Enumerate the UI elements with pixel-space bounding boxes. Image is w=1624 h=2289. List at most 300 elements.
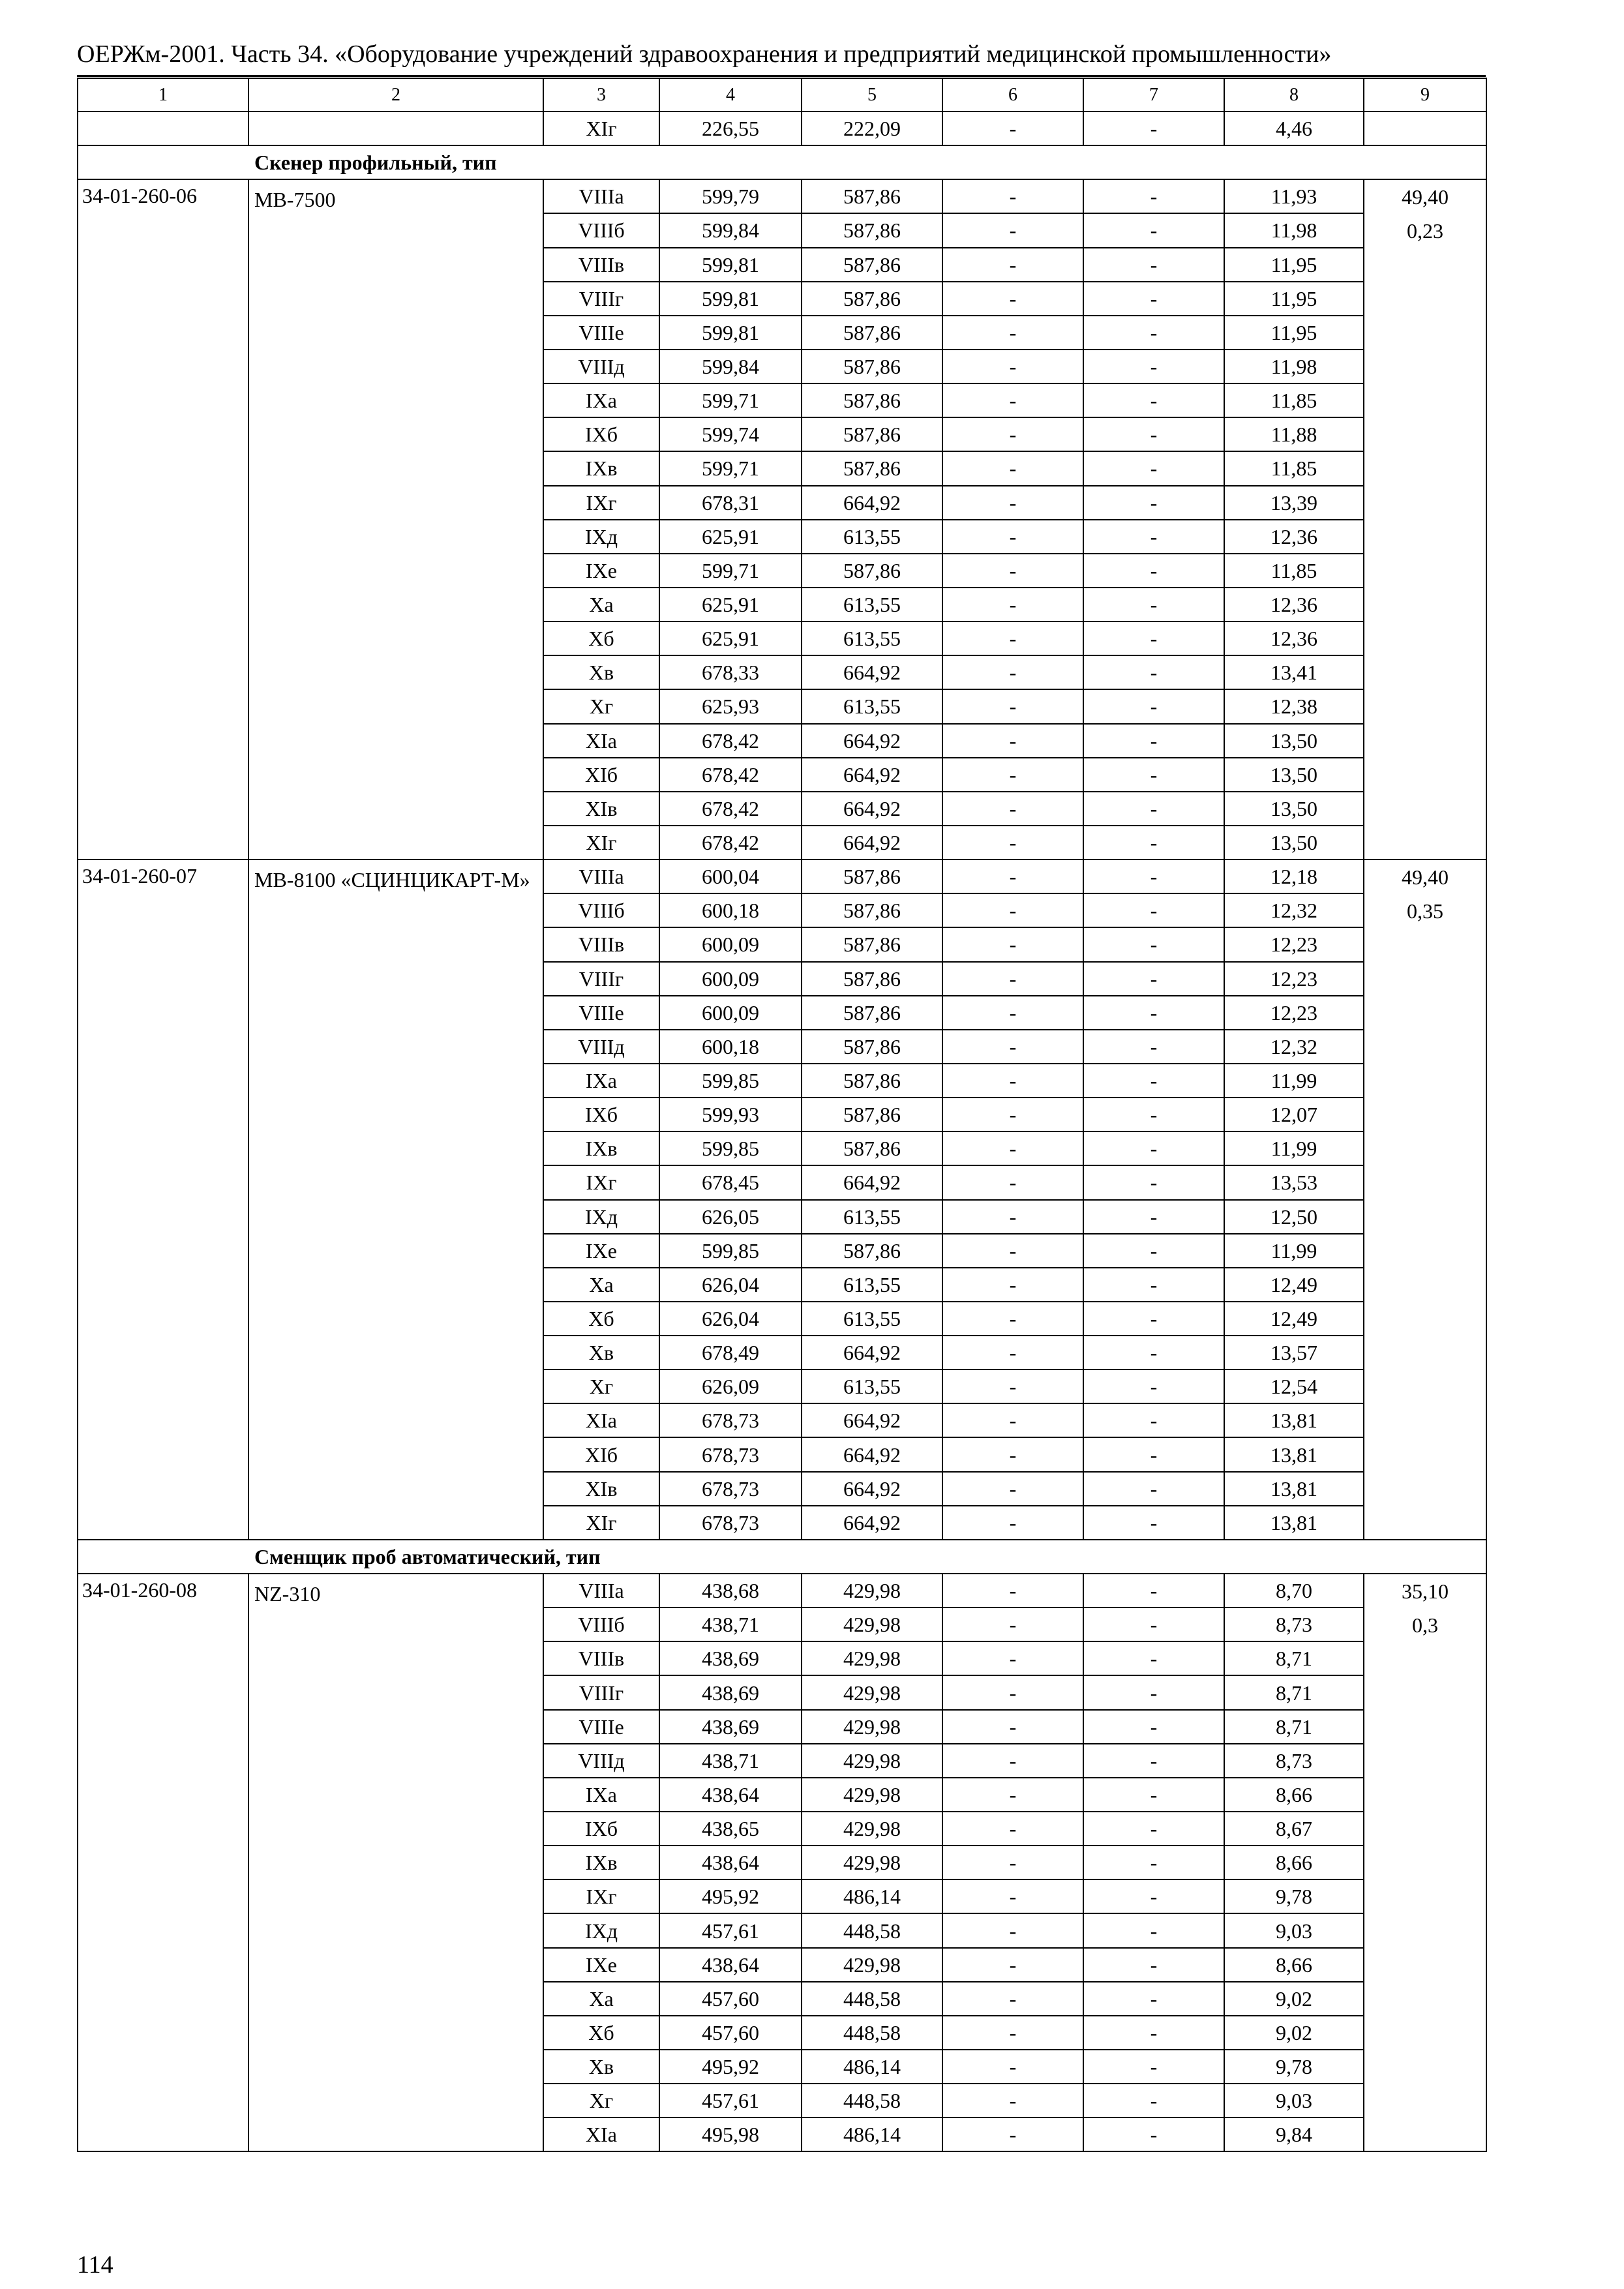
- table-cell: 599,74: [659, 417, 802, 451]
- table-cell: Xа: [543, 588, 659, 621]
- table-cell: Xг: [543, 2084, 659, 2117]
- table-cell: 438,69: [659, 1641, 802, 1675]
- table-cell: -: [1083, 1302, 1224, 1336]
- column-number-row: [78, 78, 1486, 112]
- table-cell: 664,92: [802, 486, 942, 520]
- table-cell: 13,57: [1224, 1336, 1364, 1369]
- table-cell: -: [942, 1710, 1083, 1744]
- table-cell: Xб: [543, 621, 659, 655]
- table-cell: -: [1083, 1846, 1224, 1879]
- table-cell: 599,71: [659, 451, 802, 485]
- table-cell: 12,36: [1224, 520, 1364, 554]
- table-cell: -: [1083, 1812, 1224, 1846]
- table-cell: 599,79: [659, 179, 802, 213]
- table-cell: 13,50: [1224, 792, 1364, 826]
- column9-value: 0,23: [1407, 219, 1443, 243]
- table-cell: 11,98: [1224, 213, 1364, 247]
- table-cell: 12,23: [1224, 996, 1364, 1030]
- table-cell: 11,99: [1224, 1131, 1364, 1165]
- table-cell: XIа: [543, 1403, 659, 1437]
- column-number: 6: [942, 78, 1083, 112]
- table-cell: -: [942, 417, 1083, 451]
- table-cell: IXд: [543, 520, 659, 554]
- table-cell: -: [942, 758, 1083, 792]
- table-cell: -: [942, 213, 1083, 247]
- table-cell: IXв: [543, 451, 659, 485]
- table-cell: -: [942, 282, 1083, 316]
- table-cell: 625,91: [659, 621, 802, 655]
- table-cell: 599,85: [659, 1064, 802, 1098]
- table-cell: 600,04: [659, 860, 802, 893]
- table-cell: 626,09: [659, 1369, 802, 1403]
- table-cell: 664,92: [802, 655, 942, 689]
- table-cell: -: [942, 1879, 1083, 1913]
- table-cell: IXа: [543, 1778, 659, 1812]
- table-cell: -: [1083, 962, 1224, 996]
- table-cell: 678,33: [659, 655, 802, 689]
- table-cell: -: [1083, 792, 1224, 826]
- table-cell: 587,86: [802, 1064, 942, 1098]
- table-cell: -: [942, 1608, 1083, 1641]
- table-cell: Xа: [543, 1268, 659, 1302]
- table-cell: -: [1083, 316, 1224, 350]
- table-cell: 625,91: [659, 520, 802, 554]
- table-cell: 12,32: [1224, 893, 1364, 927]
- table-cell: -: [942, 1641, 1083, 1675]
- table-cell: 625,93: [659, 689, 802, 723]
- table-cell: -: [1083, 1131, 1224, 1165]
- table-cell: 664,92: [802, 1506, 942, 1540]
- table-cell: Xв: [543, 655, 659, 689]
- table-cell: 587,86: [802, 1234, 942, 1268]
- table-cell: -: [942, 486, 1083, 520]
- table-cell: -: [1083, 1165, 1224, 1199]
- table-cell: -: [942, 689, 1083, 723]
- section-header-row: [78, 1540, 1486, 1574]
- table-cell: VIIIе: [543, 1710, 659, 1744]
- table-cell: 8,66: [1224, 1948, 1364, 1982]
- table-cell: VIIIг: [543, 282, 659, 316]
- table-cell: -: [942, 1812, 1083, 1846]
- table-cell: 9,78: [1224, 1879, 1364, 1913]
- table-cell: 11,98: [1224, 350, 1364, 383]
- table-cell: 613,55: [802, 588, 942, 621]
- table-cell: -: [942, 179, 1083, 213]
- table-cell: 448,58: [802, 2016, 942, 2050]
- table-cell: 438,71: [659, 1608, 802, 1641]
- table-cell: -: [1083, 2050, 1224, 2084]
- table-cell: -: [942, 893, 1083, 927]
- table-cell: 486,14: [802, 1879, 942, 1913]
- table-cell: -: [1083, 1641, 1224, 1675]
- table-cell: -: [942, 1948, 1083, 1982]
- table-cell: -: [1083, 1403, 1224, 1437]
- table-cell: -: [942, 1165, 1083, 1199]
- column-number: 1: [78, 78, 248, 112]
- table-cell: -: [1083, 350, 1224, 383]
- table-cell: XIг: [543, 112, 659, 145]
- table-cell: 13,39: [1224, 486, 1364, 520]
- table-cell: 613,55: [802, 689, 942, 723]
- page-number: 114: [77, 2251, 113, 2279]
- table-row: [78, 1574, 1486, 1608]
- table-cell: 11,85: [1224, 554, 1364, 588]
- table-cell: 587,86: [802, 860, 942, 893]
- table-cell: 678,42: [659, 826, 802, 860]
- table-cell: 12,18: [1224, 860, 1364, 893]
- table-cell: -: [1083, 1574, 1224, 1608]
- table-cell: IXд: [543, 1200, 659, 1234]
- table-cell: 678,73: [659, 1472, 802, 1506]
- table-cell: -: [942, 1064, 1083, 1098]
- table-cell: -: [1083, 486, 1224, 520]
- column-number: 8: [1224, 78, 1364, 112]
- table-row: [78, 179, 1486, 213]
- table-cell: -: [1083, 213, 1224, 247]
- header-rule: [77, 75, 1486, 77]
- table-cell: IXб: [543, 417, 659, 451]
- table-cell: Xв: [543, 2050, 659, 2084]
- table-cell: 495,92: [659, 1879, 802, 1913]
- table-cell: 11,95: [1224, 316, 1364, 350]
- table-cell: -: [942, 1472, 1083, 1506]
- table-cell: 12,49: [1224, 1268, 1364, 1302]
- table-cell: -: [942, 1913, 1083, 1947]
- table-cell: 12,36: [1224, 621, 1364, 655]
- table-cell: -: [942, 655, 1083, 689]
- table-cell: -: [1083, 383, 1224, 417]
- table-cell: 587,86: [802, 893, 942, 927]
- table-cell: 12,50: [1224, 1200, 1364, 1234]
- table-cell: 587,86: [802, 213, 942, 247]
- table-cell: 664,92: [802, 1336, 942, 1369]
- table-cell: -: [942, 1778, 1083, 1812]
- table-cell: 599,81: [659, 248, 802, 282]
- table-cell: -: [1083, 724, 1224, 758]
- item-code: 34-01-260-08: [78, 1574, 248, 2151]
- table-cell: -: [942, 1336, 1083, 1369]
- table-cell: 626,04: [659, 1268, 802, 1302]
- table-cell: 587,86: [802, 282, 942, 316]
- column-number: 2: [248, 78, 543, 112]
- table-cell: -: [942, 520, 1083, 554]
- table-cell: VIIIд: [543, 350, 659, 383]
- table-cell: XIб: [543, 1437, 659, 1471]
- column9-values: [1364, 1574, 1486, 2151]
- table-cell: 587,86: [802, 927, 942, 961]
- table-cell: IXб: [543, 1098, 659, 1131]
- table-cell: -: [942, 588, 1083, 621]
- table-cell: XIв: [543, 1472, 659, 1506]
- table-cell: -: [942, 2016, 1083, 2050]
- table-cell: VIIIб: [543, 1608, 659, 1641]
- table-cell: 613,55: [802, 1369, 942, 1403]
- table-cell: -: [1083, 1675, 1224, 1709]
- item-name: NZ-310: [248, 1574, 543, 2151]
- table-cell: 664,92: [802, 792, 942, 826]
- table-cell: 495,98: [659, 2117, 802, 2151]
- table-cell: -: [942, 621, 1083, 655]
- table-cell: -: [942, 2050, 1083, 2084]
- table-cell: 678,42: [659, 758, 802, 792]
- table-cell: 664,92: [802, 724, 942, 758]
- table-cell: 678,49: [659, 1336, 802, 1369]
- table-cell: 486,14: [802, 2117, 942, 2151]
- item-name: МВ-8100 «СЦИНЦИКАРТ-М»: [248, 860, 543, 1540]
- table-cell: 678,45: [659, 1165, 802, 1199]
- table-cell: 438,64: [659, 1778, 802, 1812]
- table-cell: -: [1083, 1336, 1224, 1369]
- table-cell: 457,60: [659, 2016, 802, 2050]
- table-cell: -: [942, 792, 1083, 826]
- table-cell: 587,86: [802, 1131, 942, 1165]
- table-cell: 429,98: [802, 1608, 942, 1641]
- table-cell: XIг: [543, 826, 659, 860]
- table-cell: VIIIб: [543, 893, 659, 927]
- table-cell: -: [942, 1098, 1083, 1131]
- table-cell: 11,95: [1224, 282, 1364, 316]
- table-cell: 438,65: [659, 1812, 802, 1846]
- table-cell: 8,73: [1224, 1744, 1364, 1778]
- table-cell: XIа: [543, 2117, 659, 2151]
- table-cell: -: [1083, 554, 1224, 588]
- table-cell: 457,61: [659, 1913, 802, 1947]
- table-cell: VIIIг: [543, 962, 659, 996]
- table-cell: -: [942, 350, 1083, 383]
- column-number: 9: [1364, 78, 1486, 112]
- table-cell: [1364, 112, 1486, 145]
- table-cell: 12,38: [1224, 689, 1364, 723]
- table-cell: -: [1083, 1437, 1224, 1471]
- table-cell: -: [1083, 1913, 1224, 1947]
- table-cell: 11,93: [1224, 179, 1364, 213]
- table-cell: 13,81: [1224, 1506, 1364, 1540]
- table-cell: 600,09: [659, 962, 802, 996]
- table-cell: 664,92: [802, 1472, 942, 1506]
- table-cell: 600,09: [659, 927, 802, 961]
- table-cell: IXа: [543, 1064, 659, 1098]
- table-cell: -: [942, 554, 1083, 588]
- table-cell: 486,14: [802, 2050, 942, 2084]
- table-cell: -: [1083, 248, 1224, 282]
- table-cell: 678,42: [659, 792, 802, 826]
- table-cell: 457,60: [659, 1982, 802, 2016]
- table-cell: -: [942, 826, 1083, 860]
- table-cell: 600,18: [659, 1030, 802, 1064]
- table-cell: 495,92: [659, 2050, 802, 2084]
- table-cell: 448,58: [802, 1982, 942, 2016]
- table-cell: 11,85: [1224, 383, 1364, 417]
- table-cell: 12,54: [1224, 1369, 1364, 1403]
- table-cell: 13,81: [1224, 1437, 1364, 1471]
- table-cell: 678,73: [659, 1437, 802, 1471]
- table-row: [78, 860, 1486, 893]
- table-cell: -: [942, 1982, 1083, 2016]
- table-cell: VIIIв: [543, 248, 659, 282]
- table-cell: IXе: [543, 1948, 659, 1982]
- norms-table: [77, 78, 1487, 2152]
- table-cell: IXв: [543, 1131, 659, 1165]
- table-cell: -: [1083, 2117, 1224, 2151]
- item-code: 34-01-260-06: [78, 179, 248, 860]
- table-cell: 429,98: [802, 1675, 942, 1709]
- column9-value: 0,35: [1407, 899, 1443, 923]
- table-cell: 9,03: [1224, 2084, 1364, 2117]
- table-cell: 678,73: [659, 1403, 802, 1437]
- table-cell: IXг: [543, 1165, 659, 1199]
- page-header-title: ОЕРЖм-2001. Часть 34. «Оборудование учреждений здравоохранения и предприятий медицинской промышленности»: [77, 40, 1332, 68]
- table-cell: XIг: [543, 1506, 659, 1540]
- table-cell: 12,32: [1224, 1030, 1364, 1064]
- table-cell: -: [942, 1744, 1083, 1778]
- table-cell: Xг: [543, 689, 659, 723]
- table-cell: 8,71: [1224, 1675, 1364, 1709]
- table-cell: 613,55: [802, 1200, 942, 1234]
- table-cell: -: [1083, 758, 1224, 792]
- table-cell: -: [942, 1506, 1083, 1540]
- table-cell: 11,99: [1224, 1064, 1364, 1098]
- table-cell: -: [1083, 451, 1224, 485]
- table-cell: 13,50: [1224, 724, 1364, 758]
- table-cell: -: [1083, 1710, 1224, 1744]
- table-cell: -: [1083, 1098, 1224, 1131]
- table-cell: 613,55: [802, 520, 942, 554]
- table-cell: 613,55: [802, 1268, 942, 1302]
- table-cell: 587,86: [802, 179, 942, 213]
- table-cell: -: [942, 1369, 1083, 1403]
- table-cell: -: [942, 1268, 1083, 1302]
- table-cell: -: [942, 1200, 1083, 1234]
- table-cell: -: [1083, 1200, 1224, 1234]
- table-cell: 9,02: [1224, 1982, 1364, 2016]
- table-cell: -: [942, 1302, 1083, 1336]
- table-cell: VIIIе: [543, 316, 659, 350]
- table-cell: 587,86: [802, 383, 942, 417]
- table-cell: -: [942, 316, 1083, 350]
- table-cell: -: [1083, 112, 1224, 145]
- table-cell: 12,23: [1224, 962, 1364, 996]
- table-cell: -: [1083, 2016, 1224, 2050]
- table-cell: 457,61: [659, 2084, 802, 2117]
- table-cell: Xб: [543, 2016, 659, 2050]
- table-cell: 8,73: [1224, 1608, 1364, 1641]
- table-cell: 599,93: [659, 1098, 802, 1131]
- table-body: [78, 78, 1486, 2151]
- table-cell: 678,31: [659, 486, 802, 520]
- table-cell: 8,66: [1224, 1846, 1364, 1879]
- column9-values: [1364, 860, 1486, 1540]
- table-cell: 587,86: [802, 248, 942, 282]
- table-cell: Xб: [543, 1302, 659, 1336]
- table-cell: 599,81: [659, 316, 802, 350]
- table-cell: -: [1083, 1234, 1224, 1268]
- column-number: 3: [543, 78, 659, 112]
- table-cell: -: [942, 112, 1083, 145]
- table-cell: 9,03: [1224, 1913, 1364, 1947]
- table-cell: -: [1083, 1030, 1224, 1064]
- column9-value: 0,3: [1412, 1613, 1438, 1638]
- table-cell: 626,05: [659, 1200, 802, 1234]
- table-cell: VIIIб: [543, 213, 659, 247]
- table-cell: -: [1083, 1744, 1224, 1778]
- table-cell: 587,86: [802, 1098, 942, 1131]
- table-cell: -: [942, 1403, 1083, 1437]
- table-cell: 599,81: [659, 282, 802, 316]
- table-cell: -: [1083, 520, 1224, 554]
- table-cell: IXв: [543, 1846, 659, 1879]
- table-cell: 12,36: [1224, 588, 1364, 621]
- table-cell: 4,46: [1224, 112, 1364, 145]
- table-cell: -: [1083, 996, 1224, 1030]
- item-code: 34-01-260-07: [78, 860, 248, 1540]
- table-cell: 599,71: [659, 383, 802, 417]
- table-cell: Xв: [543, 1336, 659, 1369]
- table-cell: VIIIа: [543, 179, 659, 213]
- table-cell: 587,86: [802, 316, 942, 350]
- table-cell: Xг: [543, 1369, 659, 1403]
- table-cell: -: [1083, 588, 1224, 621]
- table-cell: 222,09: [802, 112, 942, 145]
- table-cell: 613,55: [802, 621, 942, 655]
- table-cell: 599,71: [659, 554, 802, 588]
- table-cell: 599,84: [659, 350, 802, 383]
- table-cell: -: [1083, 1948, 1224, 1982]
- table-cell: -: [942, 2117, 1083, 2151]
- table-cell: -: [1083, 655, 1224, 689]
- table-cell: 13,50: [1224, 758, 1364, 792]
- table-cell: 429,98: [802, 1846, 942, 1879]
- table-cell: -: [1083, 179, 1224, 213]
- table-cell: -: [1083, 927, 1224, 961]
- table-cell: VIIIг: [543, 1675, 659, 1709]
- table-cell: VIIIв: [543, 1641, 659, 1675]
- table-cell: VIIIе: [543, 996, 659, 1030]
- table-cell: -: [942, 1131, 1083, 1165]
- table-cell: -: [942, 2084, 1083, 2117]
- table-cell: -: [1083, 689, 1224, 723]
- table-cell: 429,98: [802, 1641, 942, 1675]
- table-cell: -: [942, 248, 1083, 282]
- section-header-row: [78, 145, 1486, 179]
- table-cell: 599,84: [659, 213, 802, 247]
- table-cell: 664,92: [802, 1437, 942, 1471]
- table-cell: 664,92: [802, 1165, 942, 1199]
- table-cell: -: [1083, 1268, 1224, 1302]
- table-cell: 599,85: [659, 1234, 802, 1268]
- table-cell: 438,64: [659, 1948, 802, 1982]
- table-cell: 678,42: [659, 724, 802, 758]
- table-cell: IXе: [543, 1234, 659, 1268]
- table-cell: 429,98: [802, 1948, 942, 1982]
- table-cell: 13,81: [1224, 1403, 1364, 1437]
- table-cell: 587,86: [802, 554, 942, 588]
- table-cell: IXа: [543, 383, 659, 417]
- table-cell: 438,64: [659, 1846, 802, 1879]
- table-cell: [248, 112, 543, 145]
- table-cell: 438,69: [659, 1675, 802, 1709]
- table-cell: VIIIа: [543, 1574, 659, 1608]
- table-cell: 587,86: [802, 1030, 942, 1064]
- table-cell: Xа: [543, 1982, 659, 2016]
- column9-value: 35,10: [1402, 1579, 1449, 1604]
- table-cell: 13,41: [1224, 655, 1364, 689]
- table-cell: 664,92: [802, 826, 942, 860]
- table-cell: IXб: [543, 1812, 659, 1846]
- column-number: 5: [802, 78, 942, 112]
- table-cell: 12,23: [1224, 927, 1364, 961]
- table-cell: 429,98: [802, 1812, 942, 1846]
- column-number: 7: [1083, 78, 1224, 112]
